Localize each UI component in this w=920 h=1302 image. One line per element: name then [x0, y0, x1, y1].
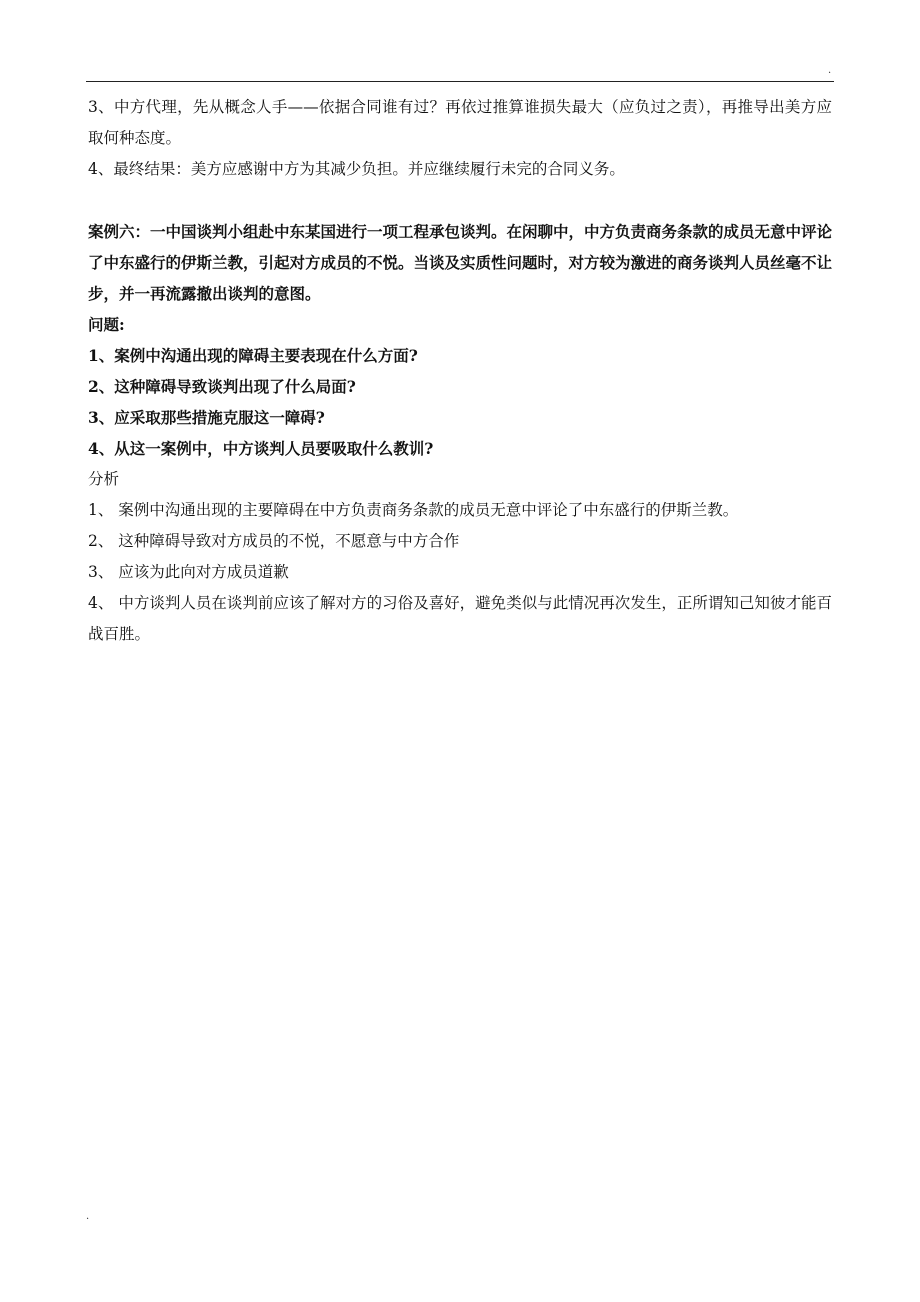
analysis-item-1: 1、 案例中沟通出现的主要障碍在中方负责商务条款的成员无意中评论了中东盛行的伊斯兰教。 — [88, 501, 739, 519]
paragraph-spacer — [88, 185, 832, 216]
analysis-item-4: 4、 中方谈判人员在谈判前应该了解对方的习俗及喜好，避免类似与此情况再次发生，正所谓知己知彼才能百战百胜。 — [88, 594, 832, 643]
analysis-heading: 分析 — [88, 470, 120, 488]
question-item-3: 3、应采取那些措施克服这一障碍? — [88, 408, 325, 427]
question-item-2: 2、这种障碍导致谈判出现了什么局面? — [88, 377, 356, 396]
question-item-4: 4、从这一案例中，中方谈判人员要吸取什么教训? — [88, 439, 434, 458]
questions-heading: 问题: — [88, 315, 125, 334]
footer-mark: . — [86, 1211, 90, 1222]
header-divider — [86, 81, 834, 82]
intro-item-3: 3、中方代理，先从概念人手——依据合同谁有过？再依过推算谁损失最大（应负过之责），再推导出美方应取何种态度。 — [88, 98, 832, 147]
question-item-1: 1、案例中沟通出现的障碍主要表现在什么方面? — [88, 346, 418, 365]
header-mark: . — [828, 65, 832, 76]
analysis-item-3: 3、 应该为此向对方成员道歉 — [88, 563, 289, 581]
analysis-item-2: 2、 这种障碍导致对方成员的不悦，不愿意与中方合作 — [88, 532, 460, 550]
case-description: 案例六：一中国谈判小组赴中东某国进行一项工程承包谈判。在闲聊中，中方负责商务条款的成员无意中评论了中东盛行的伊斯兰教，引起对方成员的不悦。当谈及实质性问题时，对方较为激进的商务谈判人员丝毫不让步，并一再流露撤出谈判的意图。 — [88, 222, 833, 303]
intro-item-4: 4、最终结果：美方应感谢中方为其减少负担。并应继续履行未完的合同义务。 — [88, 160, 625, 178]
document-body — [88, 92, 832, 650]
